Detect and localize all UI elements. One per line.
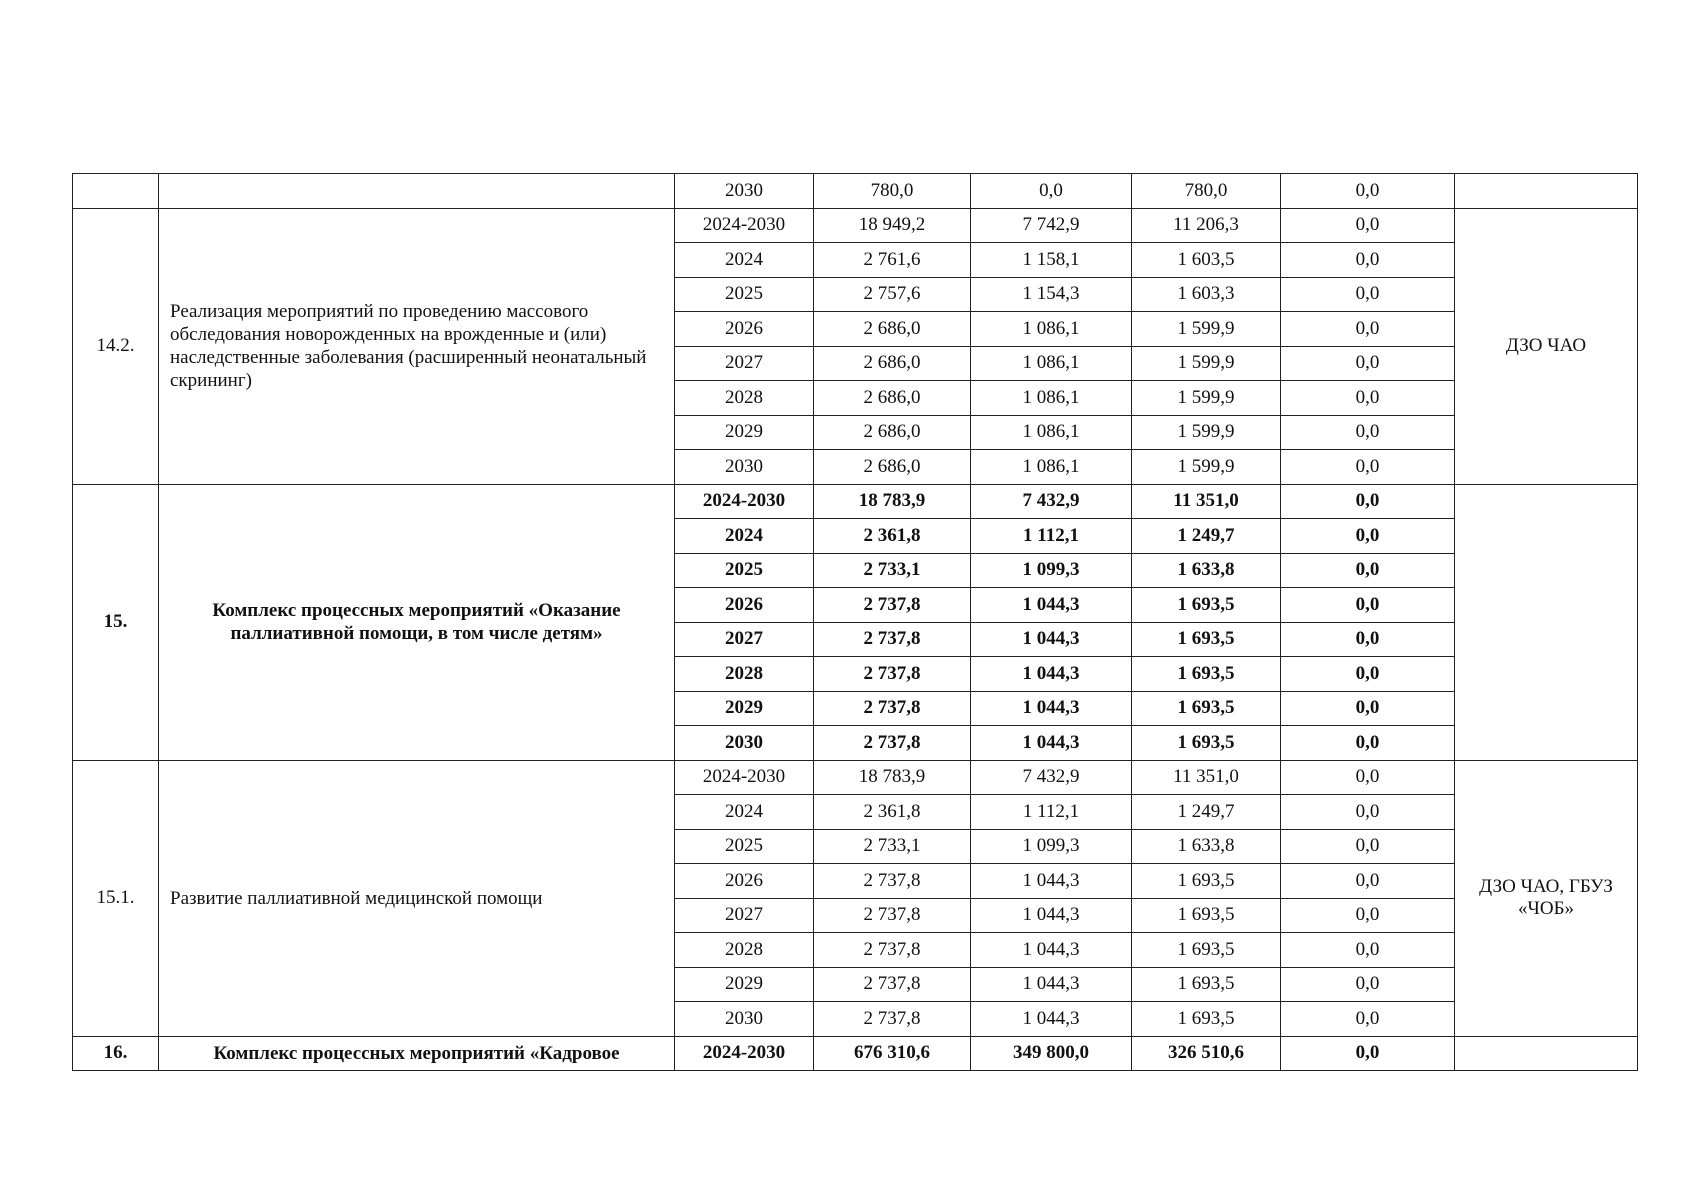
table-row-continued — [73, 174, 1638, 209]
regional-cell: 1 693,5 — [1132, 588, 1281, 623]
other-cell: 0,0 — [1281, 622, 1455, 657]
federal-cell: 1 099,3 — [971, 829, 1132, 864]
other-cell: 0,0 — [1281, 933, 1455, 968]
federal-cell: 1 112,1 — [971, 519, 1132, 554]
total-cell: 2 737,8 — [814, 898, 971, 933]
row-title-cell: Комплекс процессных мероприятий «Кадровое — [159, 1036, 675, 1071]
federal-cell: 1 086,1 — [971, 346, 1132, 381]
federal-cell: 1 086,1 — [971, 415, 1132, 450]
total-cell: 2 757,6 — [814, 277, 971, 312]
year-cell: 2029 — [675, 967, 814, 1002]
regional-cell: 1 693,5 — [1132, 864, 1281, 899]
total-cell: 2 737,8 — [814, 726, 971, 761]
federal-cell: 1 044,3 — [971, 864, 1132, 899]
year-cell: 2028 — [675, 933, 814, 968]
year-cell: 2030 — [675, 450, 814, 485]
other-cell: 0,0 — [1281, 243, 1455, 278]
total-cell: 2 686,0 — [814, 450, 971, 485]
regional-cell: 1 599,9 — [1132, 381, 1281, 416]
regional-cell: 326 510,6 — [1132, 1036, 1281, 1071]
regional-cell: 1 693,5 — [1132, 898, 1281, 933]
other-cell: 0,0 — [1281, 967, 1455, 1002]
regional-cell: 1 599,9 — [1132, 450, 1281, 485]
row-number-cell: 14.2. — [73, 208, 159, 484]
year-cell: 2028 — [675, 657, 814, 692]
row-number-cell — [73, 174, 159, 209]
year-cell: 2029 — [675, 691, 814, 726]
other-cell: 0,0 — [1281, 1002, 1455, 1037]
other-cell: 0,0 — [1281, 726, 1455, 761]
row-title-cell: Реализация мероприятий по проведению массового обследования новорожденных на врожденные и (или) наследственные заболевания (расширенный неонатальный скрининг) — [159, 208, 675, 484]
year-cell: 2027 — [675, 898, 814, 933]
regional-cell: 1 599,9 — [1132, 312, 1281, 347]
regional-cell: 1 693,5 — [1132, 691, 1281, 726]
other-cell: 0,0 — [1281, 588, 1455, 623]
federal-cell: 1 044,3 — [971, 726, 1132, 761]
table-row — [73, 484, 1638, 519]
regional-cell: 1 599,9 — [1132, 346, 1281, 381]
year-cell: 2024 — [675, 519, 814, 554]
federal-cell: 1 044,3 — [971, 657, 1132, 692]
year-cell: 2025 — [675, 829, 814, 864]
year-cell: 2026 — [675, 588, 814, 623]
regional-cell: 11 351,0 — [1132, 484, 1281, 519]
federal-cell: 1 044,3 — [971, 588, 1132, 623]
year-cell: 2028 — [675, 381, 814, 416]
year-cell: 2025 — [675, 277, 814, 312]
table-row — [73, 760, 1638, 795]
table-body — [73, 174, 1638, 1037]
other-cell: 0,0 — [1281, 864, 1455, 899]
year-cell: 2024-2030 — [675, 208, 814, 243]
table-row-last — [73, 1036, 1638, 1071]
row-title-cell — [159, 174, 675, 209]
other-cell: 0,0 — [1281, 657, 1455, 692]
regional-cell: 1 693,5 — [1132, 622, 1281, 657]
row-number-cell: 15. — [73, 484, 159, 760]
regional-cell: 1 693,5 — [1132, 726, 1281, 761]
total-cell: 2 737,8 — [814, 864, 971, 899]
row-title-cell: Развитие паллиативной медицинской помощи — [159, 760, 675, 1036]
federal-cell: 1 086,1 — [971, 450, 1132, 485]
federal-cell: 1 154,3 — [971, 277, 1132, 312]
year-cell: 2026 — [675, 312, 814, 347]
year-cell: 2024-2030 — [675, 1036, 814, 1071]
total-cell: 18 783,9 — [814, 760, 971, 795]
other-cell: 0,0 — [1281, 208, 1455, 243]
year-cell: 2027 — [675, 346, 814, 381]
federal-cell: 1 112,1 — [971, 795, 1132, 830]
total-cell: 2 686,0 — [814, 312, 971, 347]
regional-cell: 11 351,0 — [1132, 760, 1281, 795]
row-number-cell: 16. — [73, 1036, 159, 1071]
other-cell: 0,0 — [1281, 450, 1455, 485]
year-cell: 2024 — [675, 795, 814, 830]
total-cell: 2 737,8 — [814, 657, 971, 692]
other-cell: 0,0 — [1281, 346, 1455, 381]
other-cell: 0,0 — [1281, 519, 1455, 554]
year-cell: 2024-2030 — [675, 760, 814, 795]
other-cell: 0,0 — [1281, 1036, 1455, 1071]
regional-cell: 1 693,5 — [1132, 933, 1281, 968]
regional-cell: 780,0 — [1132, 174, 1281, 209]
other-cell: 0,0 — [1281, 312, 1455, 347]
executor-cell — [1455, 174, 1638, 209]
regional-cell: 1 599,9 — [1132, 415, 1281, 450]
regional-cell: 1 693,5 — [1132, 967, 1281, 1002]
regional-cell: 1 633,8 — [1132, 829, 1281, 864]
regional-cell: 11 206,3 — [1132, 208, 1281, 243]
federal-cell: 349 800,0 — [971, 1036, 1132, 1071]
total-cell: 2 737,8 — [814, 622, 971, 657]
year-cell: 2024 — [675, 243, 814, 278]
year-cell: 2027 — [675, 622, 814, 657]
year-cell: 2025 — [675, 553, 814, 588]
table-body-last — [73, 1036, 1638, 1071]
other-cell: 0,0 — [1281, 381, 1455, 416]
federal-cell: 1 044,3 — [971, 691, 1132, 726]
regional-cell: 1 249,7 — [1132, 795, 1281, 830]
total-cell: 780,0 — [814, 174, 971, 209]
row-number-cell: 15.1. — [73, 760, 159, 1036]
federal-cell: 1 099,3 — [971, 553, 1132, 588]
other-cell: 0,0 — [1281, 691, 1455, 726]
total-cell: 18 783,9 — [814, 484, 971, 519]
year-cell: 2026 — [675, 864, 814, 899]
executor-cell: ДЗО ЧАО — [1455, 208, 1638, 484]
total-cell: 2 361,8 — [814, 519, 971, 554]
other-cell: 0,0 — [1281, 898, 1455, 933]
federal-cell: 1 044,3 — [971, 967, 1132, 1002]
regional-cell: 1 603,5 — [1132, 243, 1281, 278]
federal-cell: 1 086,1 — [971, 381, 1132, 416]
other-cell: 0,0 — [1281, 415, 1455, 450]
federal-cell: 1 086,1 — [971, 312, 1132, 347]
regional-cell: 1 633,8 — [1132, 553, 1281, 588]
total-cell: 2 737,8 — [814, 691, 971, 726]
federal-cell: 0,0 — [971, 174, 1132, 209]
table-row — [73, 208, 1638, 243]
other-cell: 0,0 — [1281, 484, 1455, 519]
total-cell: 2 737,8 — [814, 967, 971, 1002]
federal-cell: 1 044,3 — [971, 1002, 1132, 1037]
other-cell: 0,0 — [1281, 277, 1455, 312]
year-cell: 2030 — [675, 726, 814, 761]
total-cell: 2 686,0 — [814, 381, 971, 416]
total-cell: 2 686,0 — [814, 415, 971, 450]
year-cell: 2030 — [675, 174, 814, 209]
year-cell: 2024-2030 — [675, 484, 814, 519]
executor-cell: ДЗО ЧАО, ГБУЗ «ЧОБ» — [1455, 760, 1638, 1036]
federal-cell: 1 158,1 — [971, 243, 1132, 278]
total-cell: 2 737,8 — [814, 1002, 971, 1037]
funding-table — [72, 173, 1638, 1071]
regional-cell: 1 603,3 — [1132, 277, 1281, 312]
year-cell: 2030 — [675, 1002, 814, 1037]
total-cell: 676 310,6 — [814, 1036, 971, 1071]
other-cell: 0,0 — [1281, 760, 1455, 795]
total-cell: 2 761,6 — [814, 243, 971, 278]
regional-cell: 1 693,5 — [1132, 657, 1281, 692]
total-cell: 2 733,1 — [814, 553, 971, 588]
total-cell: 18 949,2 — [814, 208, 971, 243]
document-page — [72, 173, 1637, 1071]
regional-cell: 1 249,7 — [1132, 519, 1281, 554]
other-cell: 0,0 — [1281, 174, 1455, 209]
total-cell: 2 737,8 — [814, 933, 971, 968]
year-cell: 2029 — [675, 415, 814, 450]
regional-cell: 1 693,5 — [1132, 1002, 1281, 1037]
federal-cell: 1 044,3 — [971, 622, 1132, 657]
executor-cell — [1455, 484, 1638, 760]
total-cell: 2 733,1 — [814, 829, 971, 864]
other-cell: 0,0 — [1281, 829, 1455, 864]
federal-cell: 7 432,9 — [971, 760, 1132, 795]
total-cell: 2 737,8 — [814, 588, 971, 623]
federal-cell: 7 742,9 — [971, 208, 1132, 243]
federal-cell: 1 044,3 — [971, 898, 1132, 933]
federal-cell: 7 432,9 — [971, 484, 1132, 519]
federal-cell: 1 044,3 — [971, 933, 1132, 968]
total-cell: 2 686,0 — [814, 346, 971, 381]
other-cell: 0,0 — [1281, 795, 1455, 830]
total-cell: 2 361,8 — [814, 795, 971, 830]
other-cell: 0,0 — [1281, 553, 1455, 588]
row-title-cell: Комплекс процессных мероприятий «Оказание паллиативной помощи, в том числе детям» — [159, 484, 675, 760]
executor-cell — [1455, 1036, 1638, 1071]
